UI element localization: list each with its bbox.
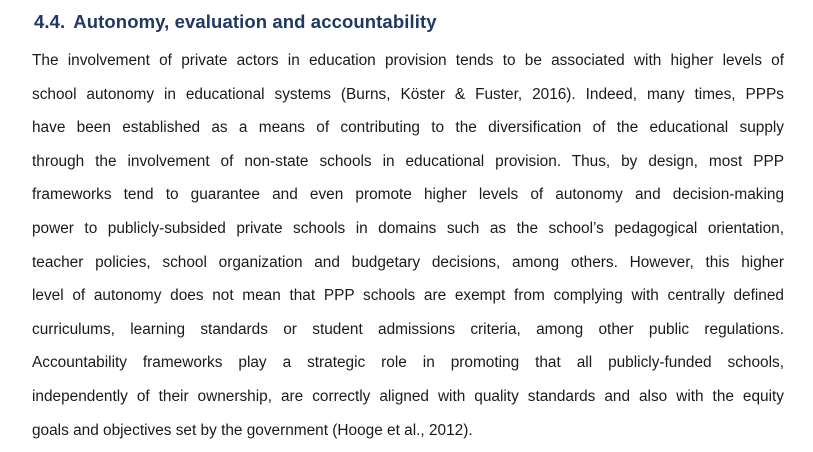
section-number: 4.4. bbox=[34, 11, 66, 32]
paragraph-line-last: goals and objectives set by the government (Hooge et al., 2012). bbox=[32, 421, 473, 439]
paragraph-line: power to publicly-subsided private schools in domains such as the school’s pedagogical orientation, bbox=[32, 219, 784, 237]
paragraph-line: curriculums, learning standards or student admissions criteria, among other public regulations. bbox=[32, 320, 784, 338]
paragraph-line: frameworks tend to guarantee and even promote higher levels of autonomy and decision-making bbox=[32, 186, 784, 204]
paragraph-line: Accountability frameworks play a strategic role in promoting that all publicly-funded schools, bbox=[32, 354, 784, 372]
paragraph-line: school autonomy in educational systems (Burns, Köster & Fuster, 2016). Indeed, many times, PPPs bbox=[32, 85, 784, 103]
section-heading bbox=[34, 11, 437, 33]
paragraph-line: The involvement of private actors in education provision tends to be associated with higher levels of bbox=[32, 52, 784, 69]
paragraph-line: teacher policies, school organization and budgetary decisions, among others. However, this higher bbox=[32, 253, 784, 271]
section-title: Autonomy, evaluation and accountability bbox=[73, 11, 437, 32]
paragraph-line: level of autonomy does not mean that PPP schools are exempt from complying with centrally defined bbox=[32, 287, 784, 305]
body-paragraph bbox=[32, 44, 784, 447]
paragraph-line: independently of their ownership, are correctly aligned with quality standards and also with the equity bbox=[32, 387, 784, 405]
paragraph-line: have been established as a means of contributing to the diversification of the educational supply bbox=[32, 119, 784, 137]
paragraph-line: through the involvement of non-state schools in educational provision. Thus, by design, most PPP bbox=[32, 152, 784, 170]
